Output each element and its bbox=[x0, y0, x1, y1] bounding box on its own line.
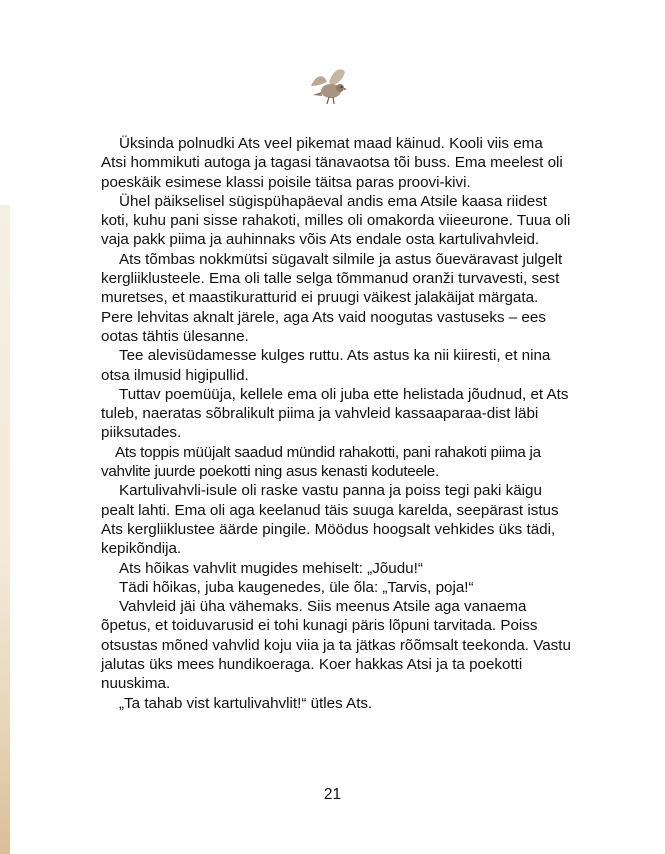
story-paragraph: Kartulivahvli-isule oli raske vastu panna ja poiss tegi paki käigu pealt lahti. Ema oli aga keelanud täis suuga karelda, seepärast istus Ats kergliiklustee äärde pingile. Möödus hoogsalt vehkides üks tädi, kepikõndija. bbox=[101, 482, 559, 558]
bird-illustration-icon bbox=[303, 64, 355, 108]
story-paragraph: Ats hõikas vahvlit mugides mehiselt: „Jõudu!“ bbox=[119, 559, 423, 577]
story-paragraph: Tuttav poemüüja, kellele ema oli juba ette helistada jõudnud, et Ats tuleb, naeratas sõbralikult piima ja vahvleid kassaaparaa-dist läbi piiksutades. bbox=[101, 385, 569, 442]
story-paragraph: Ats toppis müüjalt saadud mündid rahakotti, pani rahakoti piima ja vahvlite juurde poekotti ning asus kenasti koduteele. bbox=[101, 443, 541, 481]
story-text bbox=[101, 134, 571, 713]
story-paragraph: Tädi hõikas, juba kaugenedes, üle õla: „Tarvis, poja!“ bbox=[119, 578, 474, 596]
story-paragraph: Tee alevisüdamesse kulges ruttu. Ats astus ka nii kiiresti, et nina otsa ilmusid higipullid. bbox=[101, 347, 551, 384]
story-paragraph: Ühel päikselisel sügispühapäeval andis ema Atsile kaasa riidest koti, kuhu pani sisse rahakoti, milles oli omakorda viieeurone. Tuua oli vaja pakk piima ja auhinnaks võis Ats endale osta kartulivahvleid. bbox=[101, 192, 571, 249]
page-number: 21 bbox=[323, 786, 342, 803]
story-paragraph: Ats tõmbas nokkmütsi sügavalt silmile ja astus õueväravast julgelt kergliiklusteele. Ema oli talle selga tõmmanud oranži turvavesti, sest muretses, et maastikuratturid ei pruugi väikest jalakäijat märgata. Pere lehvitas aknalt järele, aga Ats vaid noogutas vastuseks – ees ootas tähtis ülesanne. bbox=[101, 250, 563, 345]
page-edge-strip bbox=[0, 205, 10, 854]
story-paragraph: Üksinda polnudki Ats veel pikemat maad käinud. Kooli viis ema Atsi hommikuti autoga ja tagasi tänavaotsa tõi buss. Ema meelest oli poeskäik esimese klassi poisile täitsa paras proovi-kivi. bbox=[101, 135, 563, 191]
story-paragraph: Vahvleid jäi üha vähemaks. Siis meenus Atsile aga vanaema õpetus, et toiduvarusid ei tohi kunagi päris lõpuni tarvitada. Poiss otsustas mõned vahvlid koju viia ja ta jätkas rõõmsalt teekonda. Vastu jalutas üks mees hundikoeraga. Koer hakkas Atsi ja ta poekotti nuuskima. bbox=[101, 598, 571, 693]
story-paragraph: „Ta tahab vist kartulivahvlit!“ ütles Ats. bbox=[119, 694, 373, 712]
